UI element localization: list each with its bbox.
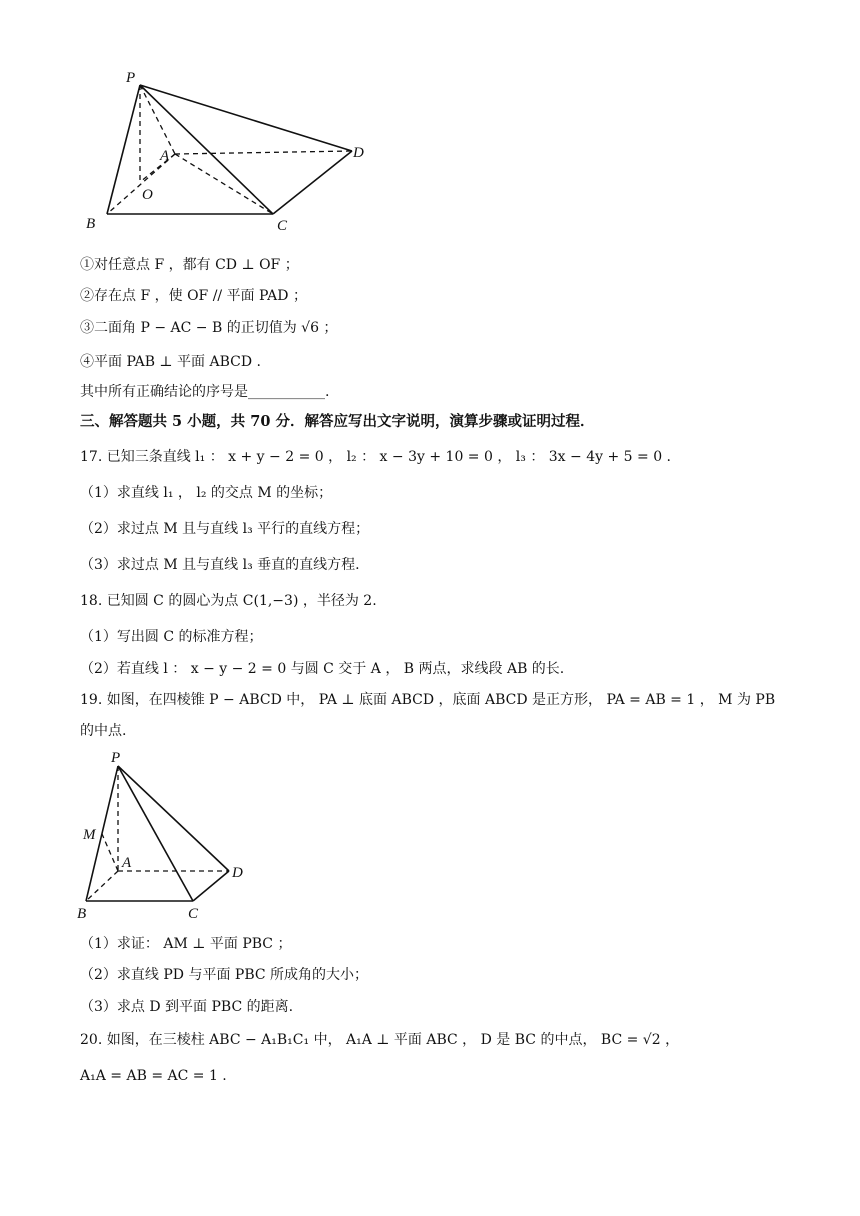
label-C: C bbox=[277, 218, 288, 234]
label-O: O bbox=[142, 187, 153, 203]
edge-AM bbox=[102, 834, 118, 871]
q17-stem: 17. 已知三条直线 l₁ ： x + y − 2 = 0 ， l₂ ： x − 3y + 10 = 0 ， l₃ ： 3x − 4y + 5 = 0 . bbox=[80, 449, 672, 465]
q18-stem: 18. 已知圆 C 的圆心为点 C(1,−3) ，半径为 2. bbox=[80, 593, 377, 609]
pyramid-figure-1 bbox=[80, 62, 380, 242]
q17-part-2: （2）求过点 M 且与直线 l₃ 平行的直线方程； bbox=[80, 521, 370, 537]
label-P: P bbox=[126, 70, 136, 86]
q19-part-2: （2）求直线 PD 与平面 PBC 所成角的大小； bbox=[80, 967, 369, 983]
statement-2: ②存在点 F ，使 OF // 平面 PAD ； bbox=[80, 288, 307, 304]
q20-stem-line1: 20. 如图，在三棱柱 ABC − A₁B₁C₁ 中， A₁A ⊥ 平面 ABC ， D 是 BC 的中点， BC = √2 ， bbox=[80, 1032, 680, 1048]
edge-CD bbox=[273, 151, 352, 214]
q18-part-1: （1）写出圆 C 的标准方程； bbox=[80, 629, 263, 645]
label-P: P bbox=[111, 750, 121, 766]
label-C: C bbox=[188, 906, 199, 922]
fill-blank-prompt: 其中所有正确结论的序号是___________. bbox=[80, 384, 330, 400]
q18-part-2: （2）若直线 l ： x − y − 2 = 0 与圆 C 交于 A ， B 两点，求线段 AB 的长. bbox=[80, 661, 565, 677]
edge-AB bbox=[86, 871, 118, 901]
label-A: A bbox=[160, 148, 170, 164]
edge-PA bbox=[140, 85, 175, 154]
label-D: D bbox=[353, 145, 364, 161]
q19-part-1: （1）求证： AM ⊥ 平面 PBC ； bbox=[80, 936, 292, 952]
section-title: 三、解答题共 5 小题，共 70 分．解答应写出文字说明，演算步骤或证明过程． bbox=[80, 413, 595, 430]
label-B: B bbox=[77, 906, 87, 922]
pyramid-figure-2 bbox=[76, 746, 266, 926]
label-D: D bbox=[232, 865, 243, 881]
q20-stem-line2: A₁A = AB = AC = 1 . bbox=[80, 1068, 227, 1084]
statement-4: ④平面 PAB ⊥ 平面 ABCD . bbox=[80, 354, 261, 370]
edge-PC bbox=[118, 766, 193, 901]
label-A: A bbox=[122, 855, 132, 871]
q19-stem-line2: 的中点. bbox=[80, 723, 127, 739]
statement-3: ③二面角 P − AC − B 的正切值为 √6 ； bbox=[80, 320, 338, 336]
edge-PD bbox=[140, 85, 352, 151]
q17-part-1: （1）求直线 l₁ ， l₂ 的交点 M 的坐标； bbox=[80, 485, 333, 501]
edge-AD bbox=[175, 151, 352, 154]
label-B: B bbox=[86, 216, 96, 232]
label-M: M bbox=[83, 827, 96, 843]
edge-PD bbox=[118, 766, 229, 871]
q19-stem-line1: 19. 如图，在四棱锥 P − ABCD 中， PA ⊥ 底面 ABCD ，底面 ABCD 是正方形， PA = AB = 1 ， M 为 PB bbox=[80, 692, 776, 708]
q17-part-3: （3）求过点 M 且与直线 l₃ 垂直的直线方程. bbox=[80, 557, 360, 573]
edge-AC bbox=[175, 154, 273, 214]
statement-1: ①对任意点 F ，都有 CD ⊥ OF ； bbox=[80, 257, 299, 273]
edge-AO bbox=[140, 154, 175, 182]
edge-PB bbox=[107, 85, 140, 214]
edge-CD bbox=[193, 871, 229, 901]
q19-part-3: （3）求点 D 到平面 PBC 的距离. bbox=[80, 999, 294, 1015]
